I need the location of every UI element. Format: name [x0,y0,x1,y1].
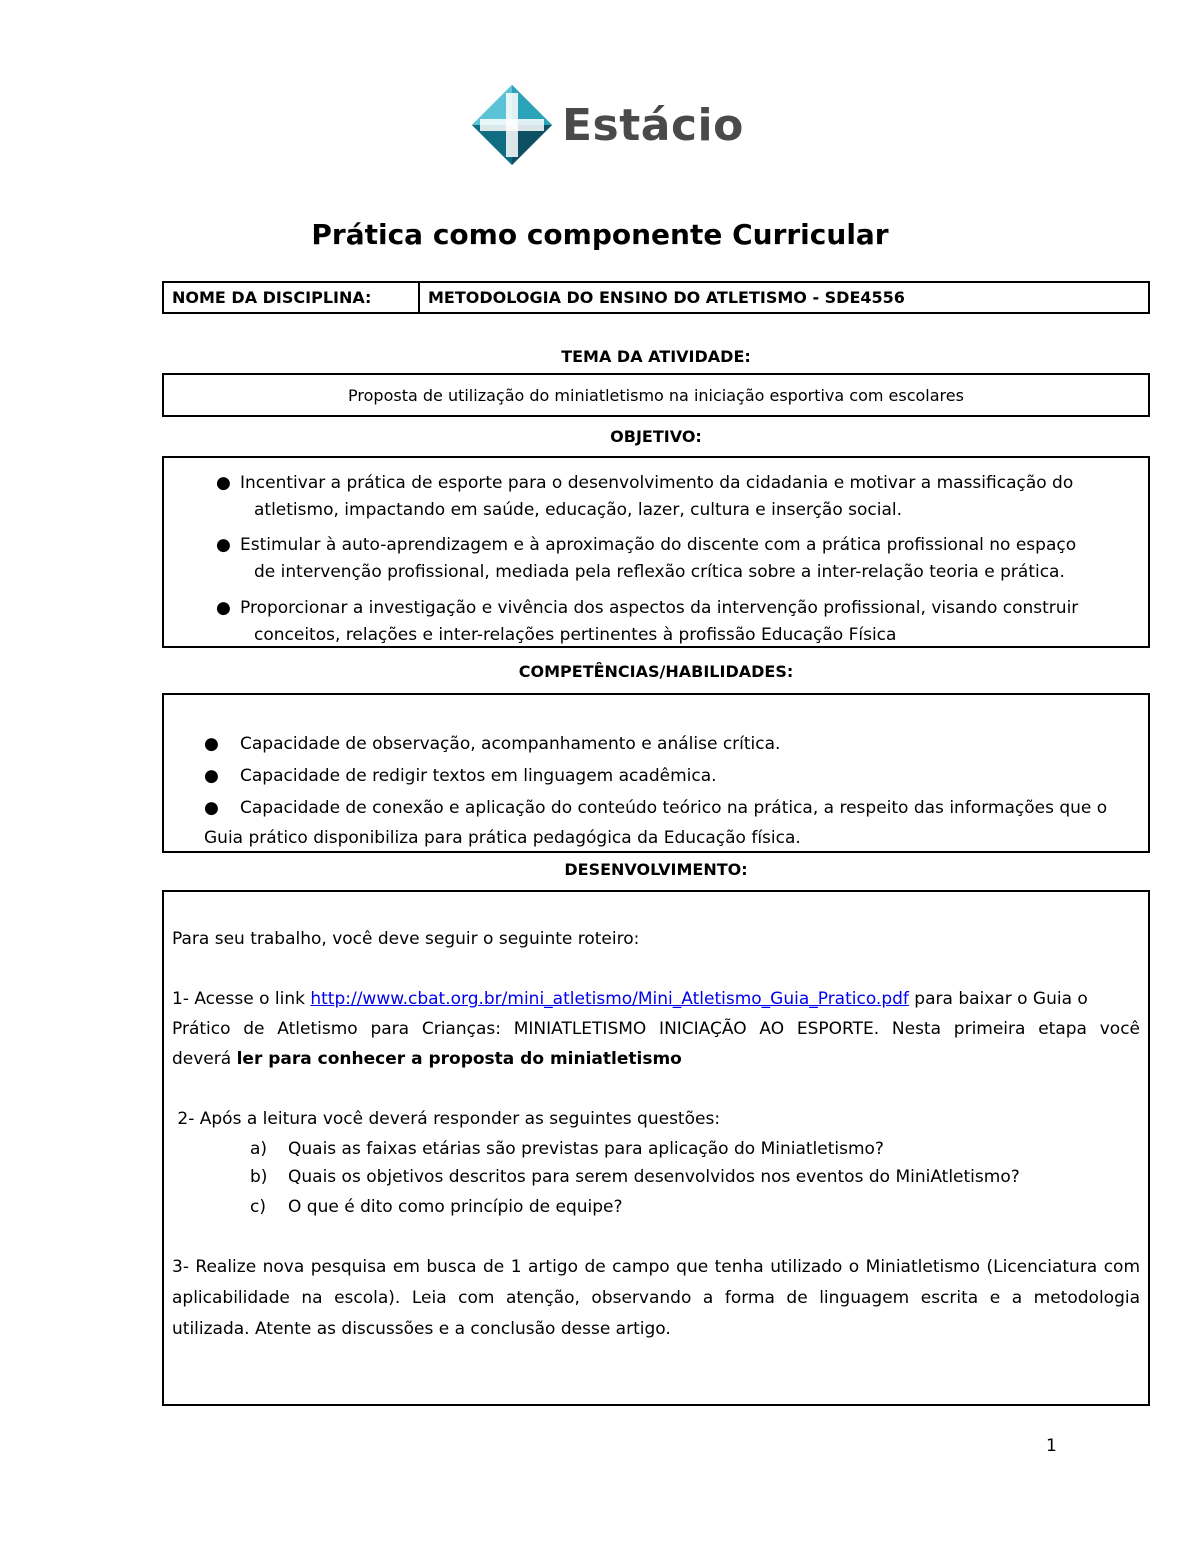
bullet-icon: ● [204,766,219,786]
bullet-icon: ● [204,798,219,818]
question-letter: b) [250,1167,268,1187]
objetivo-item-line2: atletismo, impactando em saúde, educação, lazer, cultura e inserção social. [254,500,903,520]
question-item [250,1162,1020,1192]
competencia-item [204,793,1142,824]
dev-intro: Para seu trabalho, você deve seguir o seguinte roteiro: [172,929,640,949]
page-number: 1 [1046,1436,1057,1456]
competencia-text: Capacidade de conexão e aplicação do conteúdo teórico na prática, a respeito das informações que o [240,798,1108,818]
estacio-diamond-icon [470,83,554,167]
competencia-item [204,729,1142,760]
dev-step1-line1 [172,984,1140,1014]
page-title: Prática como componente Curricular [311,218,889,251]
question-item [250,1192,623,1222]
competencia-text: Guia prático disponibiliza para prática pedagógica da Educação física. [204,828,801,848]
bullet-icon: ● [216,535,231,555]
desenvolvimento-heading: DESENVOLVIMENTO: [564,860,748,879]
dev-step1-line3-prefix: deverá [172,1049,237,1069]
competencias-heading: COMPETÊNCIAS/HABILIDADES: [518,662,794,681]
tema-text: Proposta de utilização do miniatletismo na iniciação esportiva com escolares [348,385,964,405]
objetivo-item-line2: de intervenção profissional, mediada pela reflexão crítica sobre a inter-relação teoria e prática. [254,562,1065,582]
dev-step3-line1: 3- Realize nova pesquisa em busca de 1 artigo de campo que tenha utilizado o Miniatletismo (Licenciatura com [172,1257,1140,1277]
question-letter: a) [250,1139,268,1159]
bullet-icon: ● [216,473,231,493]
dev-step3-line3: utilizada. Atente as discussões e a conclusão desse artigo. [172,1319,671,1339]
competencia-item-continuation [204,823,1142,854]
discipline-table [162,281,1150,314]
question-item [250,1134,884,1164]
question-text: O que é dito como princípio de equipe? [288,1197,623,1217]
guia-pratico-link[interactable]: http://www.cbat.org.br/mini_atletismo/Mini_Atletismo_Guia_Pratico.pdf [310,989,909,1009]
question-letter: c) [250,1197,266,1217]
question-text: Quais os objetivos descritos para serem desenvolvidos nos eventos do MiniAtletismo? [288,1167,1020,1187]
discipline-value: METODOLOGIA DO ENSINO DO ATLETISMO - SDE4556 [428,288,905,307]
objetivo-item-line1: Proporcionar a investigação e vivência dos aspectos da intervenção profissional, visando construir [240,598,1079,618]
objetivo-item [216,532,1118,586]
bullet-icon: ● [204,734,219,754]
desenvolvimento-box [162,890,1150,1406]
dev-step1-after-link: para baixar o Guia o [908,989,1088,1009]
competencia-item [204,761,1142,792]
dev-step1-line3 [172,1044,1140,1074]
objetivo-item [216,595,1118,649]
objetivo-heading: OBJETIVO: [610,427,702,446]
objetivo-item-line1: Estimular à auto-aprendizagem e à aproximação do discente com a prática profissional no espaço [240,535,1077,555]
tema-heading: TEMA DA ATIVIDADE: [561,347,751,366]
dev-step1-line2: Prático de Atletismo para Crianças: MINIATLETISMO INICIAÇÃO AO ESPORTE. Nesta primeira etapa você [172,1019,1140,1039]
estacio-logo [470,82,760,168]
dev-step2-intro: 2- Após a leitura você deverá responder as seguintes questões: [172,1109,721,1129]
discipline-label: NOME DA DISCIPLINA: [164,283,420,312]
dev-step1-line3-bold: ler para conhecer a proposta do miniatletismo [236,1049,682,1069]
tema-box [162,373,1150,417]
objetivo-box [162,456,1150,648]
bullet-icon: ● [216,598,231,618]
dev-step3-line2: aplicabilidade na escola). Leia com atenção, observando a forma de linguagem escrita e a metodologia [172,1288,1140,1308]
objetivo-item [216,470,1118,524]
question-text: Quais as faixas etárias são previstas para aplicação do Miniatletismo? [288,1139,884,1159]
competencia-text: Capacidade de observação, acompanhamento e análise crítica. [240,734,781,754]
competencias-box [162,693,1150,853]
logo-wordmark: Estácio [562,99,744,151]
competencia-text: Capacidade de redigir textos em linguagem acadêmica. [240,766,717,786]
objetivo-item-line1: Incentivar a prática de esporte para o desenvolvimento da cidadania e motivar a massificação do [240,473,1074,493]
dev-step1-prefix: 1- Acesse o link [172,989,311,1009]
objetivo-item-line2: conceitos, relações e inter-relações pertinentes à profissão Educação Física [254,625,897,645]
